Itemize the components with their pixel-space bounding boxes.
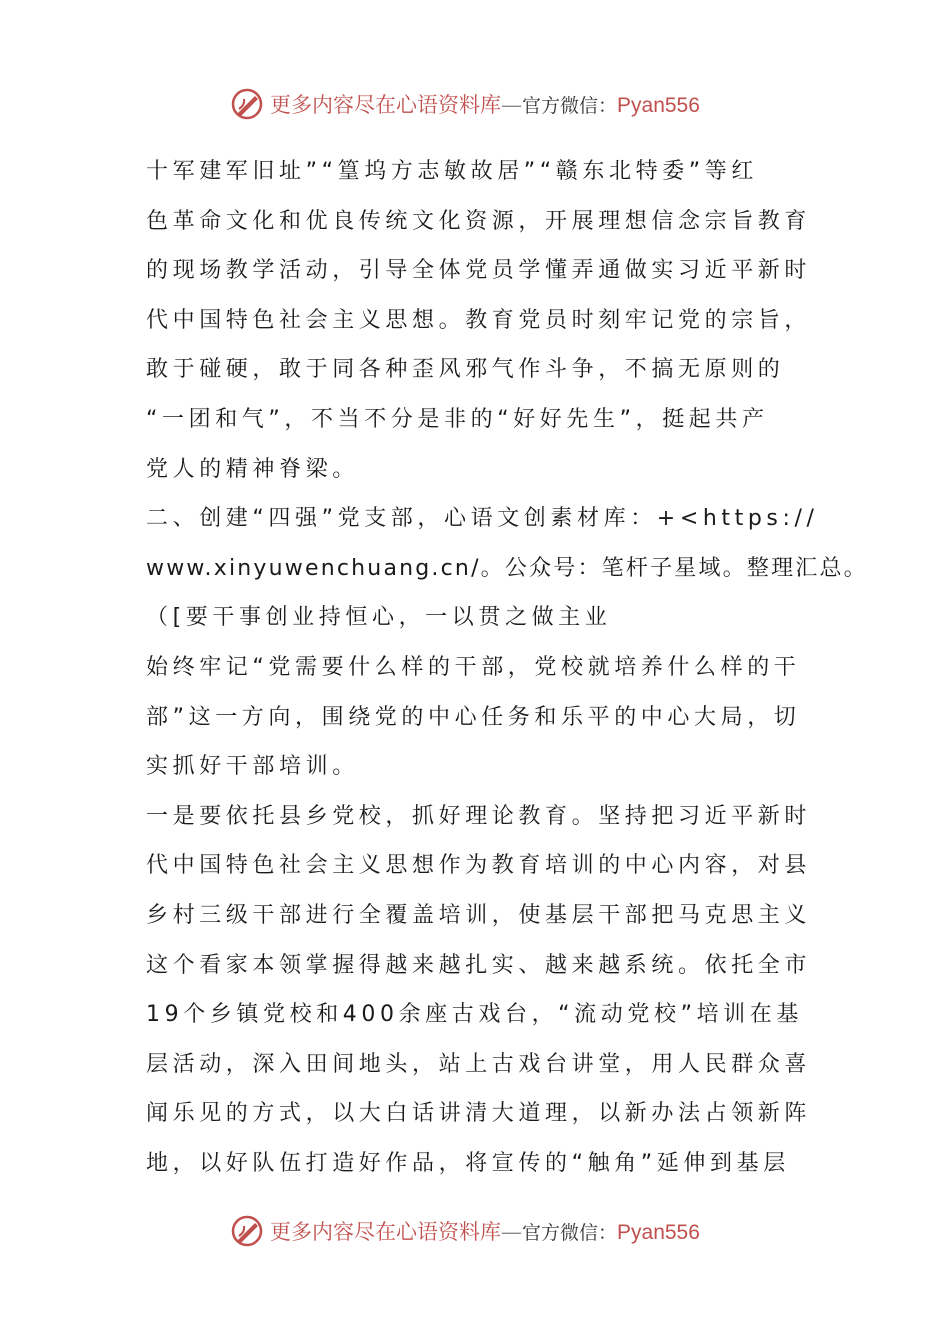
footer-banner-wechat: 官方微信： (522, 1222, 618, 1244)
header-banner-main: 更多内容尽在心语资料库 (270, 93, 501, 117)
footer-banner-sep: — (501, 1220, 522, 1244)
text-line: 地，以好队伍打造好作品，将宣传的“触角”延伸到基层 (146, 1150, 790, 1176)
text-line: 的现场教学活动，引导全体党员学懂弄通做实习近平新时 (146, 258, 812, 284)
text-line: 19个乡镇党校和400余座古戏台，“流动党校”培训在基 (146, 1002, 803, 1028)
header-banner-wechat: 官方微信： (522, 95, 618, 117)
text-line: 始终牢记“党需要什么样的干部，党校就培养什么样的干 (146, 654, 801, 680)
header-banner-id: Pyan556 (617, 94, 700, 117)
text-line: 部”这一方向，围绕党的中心任务和乐平的中心大局，切 (146, 704, 801, 730)
footer-banner-id: Pyan556 (617, 1221, 700, 1244)
footer-banner-main: 更多内容尽在心语资料库 (270, 1220, 501, 1244)
text-line: 党人的精神脊梁。 (146, 456, 359, 482)
pen-logo-icon (230, 1214, 264, 1248)
text-line: 这个看家本领掌握得越来越扎实、越来越系统。依托全市 (146, 952, 812, 978)
text-line: 层活动，深入田间地头，站上古戏台讲堂，用人民群众喜 (146, 1051, 812, 1077)
header-banner-text (270, 89, 700, 119)
header-banner-sep: — (501, 93, 522, 117)
text-line: “一团和气”，不当不分是非的“好好先生”，挺起共产 (146, 406, 769, 432)
footer-banner (230, 1211, 790, 1251)
pen-logo-icon (230, 87, 264, 121)
text-line: 实抓好干部培训。 (146, 754, 359, 780)
text-line: 代中国特色社会主义思想作为教育培训的中心内容，对县 (146, 853, 812, 879)
text-line: 一是要依托县乡党校，抓好理论教育。坚持把习近平新时 (146, 803, 812, 829)
text-line: 闻乐见的方式，以大白话讲清大道理，以新办法占领新阵 (146, 1101, 812, 1127)
text-line: 代中国特色社会主义思想。教育党员时刻牢记党的宗旨， (146, 307, 812, 333)
text-line: www.xinyuwenchuang.cn/。公众号：笔杆子星域。整理汇总。 (146, 555, 868, 581)
text-line: 色革命文化和优良传统文化资源，开展理想信念宗旨教育 (146, 208, 812, 234)
text-line: 十军建军旧址”“篁坞方志敏故居”“赣东北特委”等红 (146, 159, 758, 184)
text-line: 二、创建“四强”党支部，心语文创素材库：+<https:// (146, 506, 819, 532)
document-body (146, 147, 868, 1188)
text-line: 乡村三级干部进行全覆盖培训，使基层干部把马克思主义 (146, 902, 812, 928)
footer-banner-text (270, 1216, 700, 1246)
header-banner (230, 84, 790, 124)
text-line: （[要干事创业持恒心，一以贯之做主业 (146, 605, 612, 631)
text-line: 敢于碰硬，敢于同各种歪风邪气作斗争，不搞无原则的 (146, 357, 785, 383)
